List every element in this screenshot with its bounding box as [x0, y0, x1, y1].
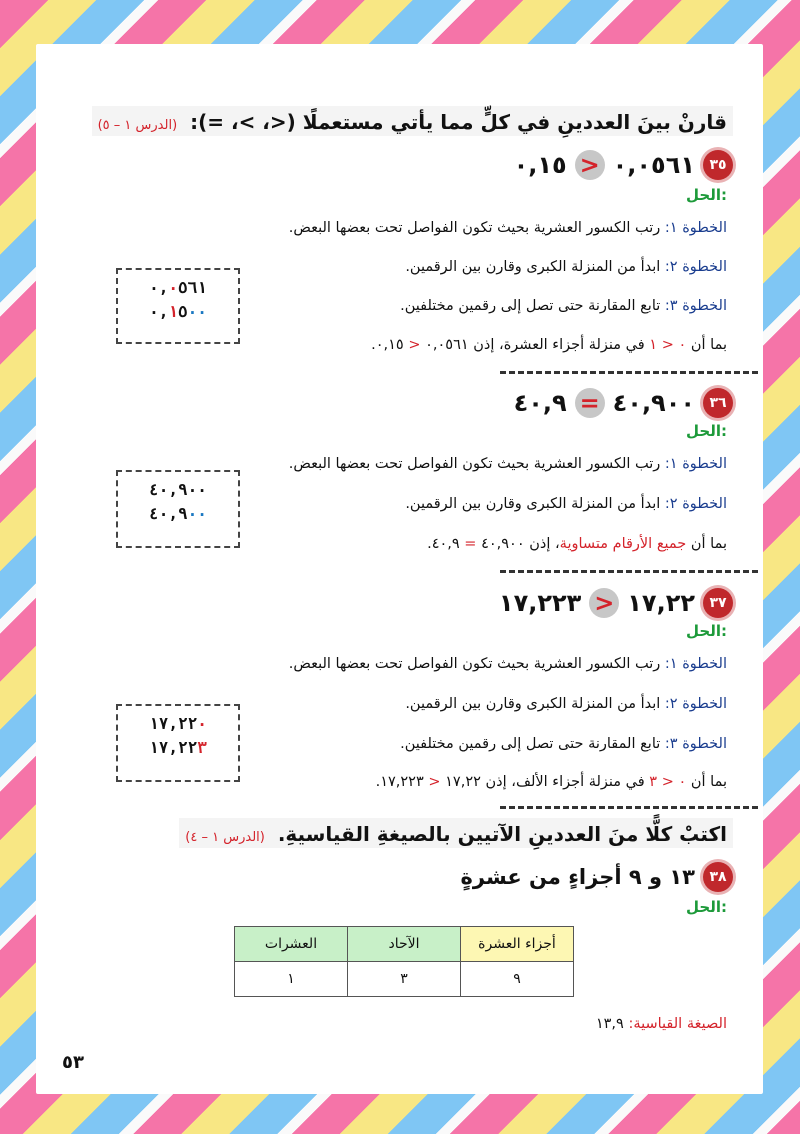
decimal-alignment-box: [116, 704, 240, 782]
solution-label: الحل:: [686, 622, 727, 640]
step-2: الخطوة ٢: ابدأ من المنزلة الكبرى وقارن بين الرقمين.: [405, 496, 727, 512]
box-line-2: ٠,١٥٠٠: [149, 302, 207, 321]
page-sheet: [36, 44, 763, 1094]
table-cell: ٩: [461, 962, 574, 997]
standard-form-label: الصيغة القياسية:: [628, 1016, 727, 1032]
box-line-2: ١٧,٢٢٣: [149, 738, 207, 757]
question-number: ٣٨: [703, 862, 733, 892]
right-number: ٠,١٥: [513, 151, 567, 179]
table-cell: ٣: [348, 962, 461, 997]
step-2: الخطوة ٢: ابدأ من المنزلة الكبرى وقارن بين الرقمين.: [405, 696, 727, 712]
page-number: ٥٣: [62, 1052, 84, 1073]
question-number: ٣٧: [703, 588, 733, 618]
step-3: الخطوة ٣: تابع المقارنة حتى تصل إلى رقمين مختلفين.: [400, 736, 727, 752]
divider: [500, 570, 758, 573]
question-text: ١٣ و ٩ أجزاءٍ من عشرةٍ: [460, 865, 695, 889]
step-2: الخطوة ٢: ابدأ من المنزلة الكبرى وقارن بين الرقمين.: [405, 259, 727, 275]
place-value-table: [234, 926, 574, 997]
table-header: الآحاد: [348, 927, 461, 962]
standard-form: [596, 1016, 727, 1032]
conclusion: بما أن ٠ < ١ في منزلة أجزاء العشرة، إذن ٠,٠٥٦١ < ٠,١٥.: [371, 337, 727, 353]
left-number: ١٧,٢٢: [627, 589, 695, 617]
lesson-ref: (الدرس ١ – ٤): [185, 830, 265, 845]
divider: [500, 371, 758, 374]
section-title-text: قارنْ بينَ العددينِ في كلٍّ مما يأتي مستعملًا (<، >، =):: [190, 110, 727, 134]
divider: [500, 806, 758, 809]
right-number: ٤٠,٩: [513, 389, 567, 417]
table-row: [235, 962, 574, 997]
question-number: ٣٥: [703, 150, 733, 180]
decimal-alignment-box: [116, 268, 240, 344]
solution-label: الحل:: [686, 898, 727, 916]
box-line-1: ٤٠,٩٠٠: [149, 480, 207, 499]
solution-label: الحل:: [686, 186, 727, 204]
compare-symbol: <: [575, 150, 605, 180]
question-37: [499, 588, 733, 618]
box-line-1: ١٧,٢٢٠: [149, 714, 207, 733]
left-number: ٤٠,٩٠٠: [612, 389, 695, 417]
decimal-alignment-box: [116, 470, 240, 548]
question-36: [514, 388, 733, 418]
step-3: الخطوة ٣: تابع المقارنة حتى تصل إلى رقمين مختلفين.: [400, 298, 727, 314]
section-title-text: اكتبْ كلًّا منَ العددينِ الآتيين بالصيغةِ القياسيةِ.: [277, 822, 727, 846]
right-number: ١٧,٢٢٣: [498, 589, 582, 617]
conclusion: بما أن ٠ < ٣ في منزلة أجزاء الألف، إذن ١٧,٢٢ < ١٧,٢٢٣.: [375, 774, 727, 790]
section-title: [92, 106, 733, 136]
step-1: الخطوة ١: رتب الكسور العشرية بحيث تكون الفواصل تحت بعضها البعض.: [288, 656, 727, 672]
section-title: [179, 818, 733, 848]
standard-form-value: ١٣,٩: [595, 1016, 629, 1032]
table-header: أجزاء العشرة: [461, 927, 574, 962]
question-number: ٣٦: [703, 388, 733, 418]
table-header: العشرات: [235, 927, 348, 962]
left-number: ٠,٠٥٦١: [612, 151, 695, 179]
compare-symbol: =: [575, 388, 605, 418]
table-header-row: [235, 927, 574, 962]
box-line-2: ٤٠,٩٠٠: [149, 504, 207, 523]
step-1: الخطوة ١: رتب الكسور العشرية بحيث تكون الفواصل تحت بعضها البعض.: [288, 456, 727, 472]
step-1: الخطوة ١: رتب الكسور العشرية بحيث تكون الفواصل تحت بعضها البعض.: [288, 220, 727, 236]
lesson-ref: (الدرس ١ – ٥): [97, 118, 178, 133]
compare-symbol: <: [589, 588, 619, 618]
question-35: [514, 150, 733, 180]
conclusion: بما أن جميع الأرقام متساوية، إذن ٤٠,٩٠٠ = ٤٠,٩.: [427, 536, 727, 552]
box-line-1: ٠,٠٥٦١: [149, 278, 207, 297]
question-38: [461, 862, 734, 892]
table-cell: ١: [235, 962, 348, 997]
solution-label: الحل:: [686, 422, 727, 440]
